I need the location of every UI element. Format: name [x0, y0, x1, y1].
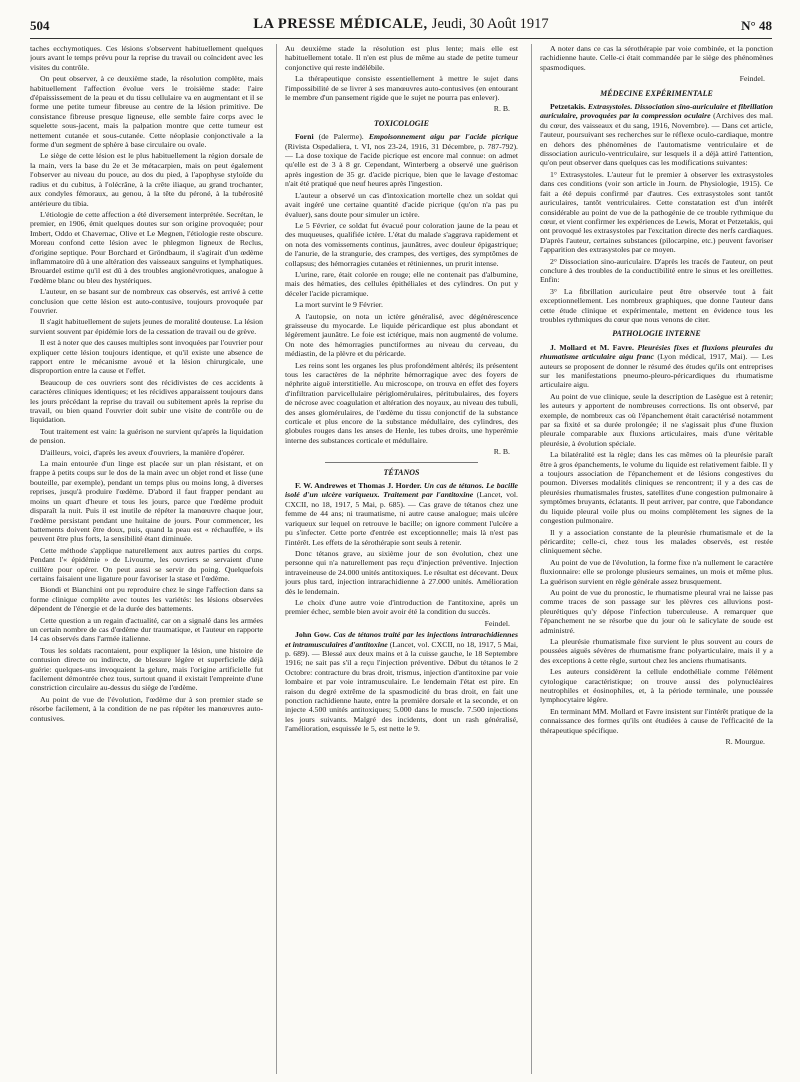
abstract-body: (Rivista Ospedaliera, t. VI, nos 23-24, 1916, 31 Décembre, p. 787-792). — La dose toxique de l'acide picrique est encore mal connue: on admet qu'elle est de 3 à 8 gr. Cependant, Winterberg a observé une guérison après ingestion de 35 gr. d'acide picrique, bien que le lavage d'estomac n'ait été pratiqué que neuf heures après l'ingestion.: [285, 141, 518, 189]
paragraph: Au point de vue de l'évolution, la forme fixe n'a nullement le caractère fluxionnaire: elle se prolonge plusieurs semaines, un mois et même plus. La guérison survient en règle générale assez brusquement.: [540, 557, 773, 586]
paragraph: Le siège de cette lésion est le plus habituellement la région dorsale de la main, vers la base du 2e et 3e métacarpien, mais on peut également l'observer au niveau du pouce, au dos du pied, à l'apophyse styloïde du radius et du cubitus, à l'olécrâne, à la crête iliaque, au grand trochanter, aux condyles fémoraux, au genou, à la tête du péroné, à la tubérosité antérieure du tibia.: [30, 151, 263, 208]
paragraph: 3° La fibrillation auriculaire peut être observée tout à fait exceptionnellement. Les nombreux graphiques, que donne l'auteur dans cette étude clinique et expérimentale, mettent en évidence tous les troubles rythmiques du cœur que nous venons de citer.: [540, 286, 773, 324]
abstract-entry: [540, 343, 773, 390]
paragraph: La main entourée d'un linge est placée sur un plan résistant, et on frappe à petits coups sur le dos de la main avec un objet rond et lisse (une bouteille, par exemple), pendant un temps plus ou moins long, à diverses reprises, jusqu'à produire l'œdème. D'abord il faut frapper pendant au moins un quart d'heure et tous les jours, parce que l'œdème produit disparaît la nuit. Puis il est inutile de répéter la manœuvre chaque jour, l'œdème persistant pendant une huitaine de jours. Pour commencer, les battements doivent être doux, puis, quand la peau est « réchauffée, » ils peuvent être plus forts, la sensibilité étant diminuée.: [30, 459, 263, 544]
paragraph: Biondi et Bianchini ont pu reproduire chez le singe l'affection dans sa forme clinique complète avec toutes les variétés: les lésions observées dépendent de l'énergie et de la durée des battements.: [30, 585, 263, 614]
paragraph: Cette question a un regain d'actualité, car on a signalé dans les armées un certain nombre de cas d'œdème dur traumatique, et l'auteur en rapporte 14 cas observés dans l'armée italienne.: [30, 615, 263, 644]
paragraph: L'étiologie de cette affection a été diversement interprétée. Secrétan, le premier, en 1906, émit quelques doutes sur son origine provoquée; pour Imbert, Oddo et Chavernac, Olive et Le Megnen, l'étiologie reste obscure. Moreau confond cette lésion avec le phlegmon ligneux de Reclus, d'origine septique. Pour Borchard et Gröndbaum, il s'agirait d'un œdème inflammatoire dû à une altération des vaisseaux sanguins et lymphatiques. Brouardel estime qu'il est dû à des troubles angionévrotiques, analogue à l'œdème blanc ou bleu des hystériques.: [30, 209, 263, 285]
paragraph: La pleurésie rhumatismale fixe survient le plus souvent au cours de poussées aiguës sévères de rhumatisme franc polyarticulaire, mais il y a des exceptions à cette règle, surtout chez les anciens rhumatisants.: [540, 636, 773, 665]
issue-number: N° 48: [741, 18, 772, 33]
paragraph: D'ailleurs, voici, d'après les aveux d'ouvriers, la manière d'opérer.: [40, 447, 245, 457]
paragraph: A l'autopsie, on nota un ictère généralisé, avec dégénérescence graisseuse du myocarde. Le liquide péricardique est plus abondant et légèrement jaunâtre. Le foie est ictérique, mais non augmenté de volume. On note des hémorragies punctiformes au niveau du cerveau, du médiastin, de la plèvre et du péricarde.: [285, 311, 518, 359]
paragraph: La mort survint le 9 Février.: [295, 300, 383, 310]
signature: R. B.: [493, 104, 510, 114]
author: John Gow.: [295, 630, 332, 640]
section-heading: TÉTANOS: [383, 467, 420, 477]
paragraph: A noter dans ce cas la sérothérapie par voie combinée, et la ponction rachidienne haute. Celle-ci était commandée par le siège des phénomènes spasmodiques.: [540, 44, 773, 72]
paragraph: Au point de vue de l'évolution, l'œdème dur à son premier stade se résorbe facilement, à la condition de ne pas répéter les manœuvres auto-contusives.: [30, 694, 263, 723]
author: F. W. Andrewes et Thomas J. Horder.: [295, 481, 422, 491]
author: J. Mollard et M. Favre.: [550, 342, 634, 352]
paragraph: Il est à noter que des causes multiples sont invoquées par l'ouvrier pour expliquer cette lésion toujours identique, et qu'il existe une absence de rapport entre le mécanisme avoué et la lésion chirurgicale, une disproportion entre la cause et l'effet.: [30, 338, 263, 376]
author: Petzetakis.: [550, 102, 586, 112]
abstract-entry: [540, 102, 773, 168]
column-3: [540, 44, 773, 1074]
column-divider: [531, 44, 532, 1074]
paragraph: taches ecchymotiques. Ces lésions s'observent habituellement quelques jours avant le temps prévu pour la reprise du travail ou coïncident avec les visites du contrôle.: [30, 44, 263, 72]
abstract-entry: [285, 630, 518, 733]
paragraph: En terminant MM. Mollard et Favre insistent sur l'intérêt pratique de la connaissance des formes qu'ils ont étudiées à cause de l'efficacité de la thérapeutique spécifique.: [540, 706, 773, 735]
abstract-title: Cas de tétanos traité par les injections intrarachidiennes et intramusculaires d'antitoxine: [285, 630, 518, 649]
column-divider: [276, 44, 277, 1074]
abstract-body: (Lancet, vol. CXCII, no 18, 1917, 5 Mai, p. 689). — Blessé aux deux mains et à la cuisse gauche, le 18 Septembre 1916; ne sait pas s'il a reçu l'injection préventive. Début du tétanos le 2 Octobre: contracture du bras droit, trismus, injection d'antitoxine par voie lombaire et par voie intramusculaire. Le lendemain l'état est pire. En raison du degré extrême de la spasmodicité du bras droit, en fait une ponction rachidienne haute, entre la première dorsale et la seconde, et on injecte 4.500 unités antitoxiques; 5.000 dans le muscle. 7.500 injections les jours suivants. Malgré des incidents, dont un rash généralisé, l'amélioration, esquissée le 5, est nette le 9.: [285, 639, 518, 734]
paragraph: Tout traitement est vain: la guérison ne survient qu'après la liquidation de pension.: [30, 426, 263, 446]
paragraph: L'auteur a observé un cas d'intoxication mortelle chez un soldat qui avait ingéré une certaine quantité d'acide picrique (qu'on n'a pas pu évaluer), sans doute pour simuler un ictère.: [285, 190, 518, 219]
signature: R. Mourgue.: [725, 737, 765, 747]
paragraph: Il y a association constante de la pleurésie rhumatismale et de la péricardite; celle-ci, chez tous les malades observés, est restée cliniquement sèche.: [540, 527, 773, 556]
abstract-body: (Lancet, vol. CXCII, no 18, 1917, 5 Mai, p. 685). — Cas grave de tétanos chez une femme de 44 ans; ni traumatisme, ni autre cause analogue; mais ulcère variqueux sur lequel on retrouve le bacille; on ignore comment l'ulcère a pu s'infecter. Cette porte d'entrée est exceptionnelle; mais là n'est pas l'intérêt. Les effets de la sérothérapie sont seuls à retenir.: [285, 490, 518, 547]
column-2: [285, 44, 518, 1074]
header-rule: [30, 38, 772, 39]
paragraph: Beaucoup de ces ouvriers sont des récidivistes de ces accidents à caractères cliniques identiques; et les récidives apparaissent toujours dans les jours précédant la reprise du travail ou subitement après la reprise du travail, ou bien quand l'ouvrier doit subir une visite de contrôle ou de liquidation.: [30, 377, 263, 425]
paragraph: Le choix d'une autre voie d'introduction de l'antitoxine, après un premier échec, semble bien avoir avoir été la condition du succès.: [285, 597, 518, 617]
abstract-title: Extrasystoles. Dissociation sino-auriculaire et fibrillation auriculaire, provoquées par la compression oculaire: [540, 102, 773, 121]
paragraph: L'urine, rare, était colorée en rouge; elle ne contenait pas d'albumine, mais des hématies, des cellules épithéliales et des cylindres. On put y déceler l'acide picramique.: [285, 269, 518, 298]
abstract-title: Un cas de tétanos. Le bacille isolé d'un ulcère variqueux. Traitement par l'antitoxine: [285, 481, 518, 500]
abstract-title: Empoisonnement aigu par l'acide picrique: [368, 132, 518, 142]
section-heading: MÉDECINE EXPÉRIMENTALE: [600, 88, 713, 98]
paragraph: Au deuxième stade la résolution est plus lente; mais elle est habituellement totale. Il n'en est plus de même au stade de petite tumeur conjonctive qui reste indélébile.: [285, 44, 518, 72]
issue-date: Jeudi, 30 Août 1917: [431, 16, 549, 32]
column-1: [30, 44, 263, 1074]
author: Forni: [295, 132, 314, 142]
abstract-entry: [285, 132, 518, 188]
section-rule: [325, 462, 478, 463]
paragraph: La bilatéralité est la règle; dans les cas mêmes où la pleurésie paraît être à gros épanchements, le volume du liquide est relativement faible. Il y a toujours association de l'épanchement et de lésions congestives du poumon. Diverses modalités cliniques se rencontrent; il y a des cas de pleurésies rhumatismales frustes, satellites d'une congestion pulmonaire à symptômes bruyants, éclatants. Il peut arriver, par contre, que l'abondance du liquide pleural voile plus ou moins complètement les signes de la congestion pulmonaire.: [540, 450, 773, 526]
page-number: 504: [30, 18, 50, 33]
paragraph: Au point de vue clinique, seule la description de Lasègue est à retenir; les auteurs y apportent de nombreuses corrections. Ils ont observé, par exemple, de nombreux cas où l'épanchement était caractérisé notamment par sa fixité et sa durée prolongée; il ne s'agissait plus d'une fluxion pleurale comparable aux fluxions articulaires, mais d'une véritable pleurésie, à évolution spéciale.: [540, 391, 773, 448]
paragraph: 1° Extrasystoles. L'auteur fut le premier à observer les extrasystoles dans ces conditions (voir son article in Journ. de Physiologie, 1915). Ce fait a été depuis confirmé par d'autres. Ces extrasystoles sont tantôt auriculaires, tantôt ventriculaires. Cette constatation est d'un intérêt considérable au point de vue de la pathogénie de ce trouble rythmique du cœur, et vient confirmer les expériences de Lewis, Morat et Petzetakis, qui ont provoqué les extrasystoles par l'excitation directe des nerfs cardiaques. D'après l'auteur, certaines substances (pilocarpine, etc.) peuvent favoriser l'apparition des extrasystoles par ce moyen.: [540, 169, 773, 255]
paragraph: L'auteur, en se basant sur de nombreux cas observés, est arrivé à cette conclusion que cette lésion est auto-contusive, toujours provoquée par l'ouvrier.: [30, 287, 263, 315]
paragraph: 2° Dissociation sino-auriculaire. D'après les tracés de l'auteur, on peut conclure à des troubles de la conductibilité entre le sinus et les oreillettes. Enfin:: [540, 256, 773, 285]
abstract-title: Pleurésies fixes et fluxions pleurales du rhumatisme articulaire aigu franc: [540, 342, 773, 362]
abstract-entry: [285, 481, 518, 547]
abstract-body: (Lyon médical, 1917, Mai). — Les auteurs se proposent de donner le résumé des études qu'ils ont entreprises sur les manifestations pneumo-pleuro-péricardiques du rhumatisme articulaire aigu.: [540, 352, 773, 390]
journal-title: [30, 16, 772, 33]
signature: R. B.: [493, 447, 510, 457]
paragraph: Cette méthode s'applique naturellement aux autres parties du corps. Pendant l'« épidémie » de Livourne, les ouvriers se servaient d'une cuillère pour opérer. On peut aussi se servir du poing. Quelquefois certains faisaient une ligature pour favoriser la stase et l'œdème.: [30, 545, 263, 583]
author-location: (de Palerme).: [318, 132, 364, 142]
section-heading: TOXICOLOGIE: [374, 118, 429, 128]
paragraph: La thérapeutique consiste essentiellement à mettre le sujet dans l'impossibilité de se livrer à ses manœuvres auto-contusives (en entourant le membre d'un pansement rigide que le sujet ne pourra pas enlever).: [285, 74, 518, 103]
paragraph: Au point de vue du pronostic, le rhumatisme pleural vrai ne laisse pas comme traces de son passage sur les plèvres ces alluvions post-pleurétiques qu'y dépose l'infection tuberculeuse. A remarquer que l'épanchement ne se résorbe que du jour où le salicylate de soude est administré.: [540, 587, 773, 635]
paragraph: Il s'agit habituellement de sujets jeunes de moralité douteuse. La lésion survient souvent par épidémie lors de la cessation de travail ou de grève.: [30, 317, 263, 336]
paragraph: Le 5 Février, ce soldat fut évacué pour coloration jaune de la peau et des muqueuses, qualifiée ictère. L'état du malade s'aggrava rapidement et on nota des vomissements continus, jaunâtres, avec douleur épigastrique; de l'anurie, de la strangurie, des crampes, des vertiges, des symptômes de collapsus; des hémorragies cutanées et rétiniennes, un prurit intense.: [285, 220, 518, 268]
signature: Feindel.: [484, 618, 510, 628]
paragraph: Tous les soldats racontaient, pour expliquer la lésion, une histoire de contusion directe ou indirecte, de blessure légère et superficielle déjà guérie: quelques-uns invoquaient la gelure, mais l'origine artificielle fut facilement démontrée chez tous, surtout quand il existait l'empreinte d'une constriction circulaire au-dessus du siège de l'œdème.: [30, 645, 263, 693]
abstract-body: (Archives des mal. du cœur, des vaisseaux et du sang, 1916, Novembre). — Dans cet article, l'auteur, poursuivant ses recherches sur le réflexe oculo-cardiaque, montre en dehors des phénomènes de l'automatisme ventriculaire et de dissociation auriculo-ventriculaire, sur lesquels il a déjà attiré l'attention, qu'on peut observer dans quelques cas les modifications suivantes:: [540, 111, 773, 168]
section-heading: PATHOLOGIE INTERNE: [612, 329, 701, 339]
paragraph: Les auteurs considèrent la cellule endothéliale comme l'élément cytologique caractéristique; on trouve aussi des polynucléaires neutrophiles et éosinophiles, et, à la période terminale, une poussée lymphocytaire légère.: [540, 667, 773, 705]
paragraph: Donc tétanos grave, au sixième jour de son évolution, chez une personne qui n'a naturellement pas reçu d'injection préventive. Injection intraveineuse de 24.000 unités antitoxiques. Le résultat est décevant. Deux jours plus tard, injection intrarachidienne à 27.000 unités. Amélioration dès le lendemain.: [285, 548, 518, 596]
paragraph: Les reins sont les organes les plus profondément altérés; ils présentent tous les caractères de la néphrite hémorragique avec des foyers de néphrite aiguë interstitielle. Au microscope, on trouva en effet des foyers d'infiltration parvicellulaire périglomérulaires, péritubulaires, des foyers de nécrose avec coagulation et altération des noyaux, au niveau des tubuli, des anses glomérulaires, de l'œdème du tissu conjonctif de la substance corticale et plus encore de la substance médullaire, des cylindres, des globules rouges dans les anses de Henle, les tubes droits, une hyperémie interne des substances corticale et médullaire.: [285, 360, 518, 445]
journal-name: LA PRESSE MÉDICALE,: [253, 16, 428, 32]
paragraph: On peut observer, à ce deuxième stade, la résolution complète, mais habituellement l'affection évolue vers le troisième stade: l'aire d'épaississement de la peau et du tissu cellulaire va en augmentant et il se forme une petite tumeur fibreuse au centre de la lésion primitive. De consistance fibreuse presque ligneuse, elle semble faire corps avec le squelette sous-jacent, mais la palpation montre que cette tumeur est nettement cutanée et sous-cutanée. Cette néoplasie conjonctivale a la forme d'un segment de sphère à base circulaire ou ovale.: [30, 74, 263, 150]
signature: Feindel.: [739, 74, 765, 84]
page-header: [30, 14, 772, 38]
